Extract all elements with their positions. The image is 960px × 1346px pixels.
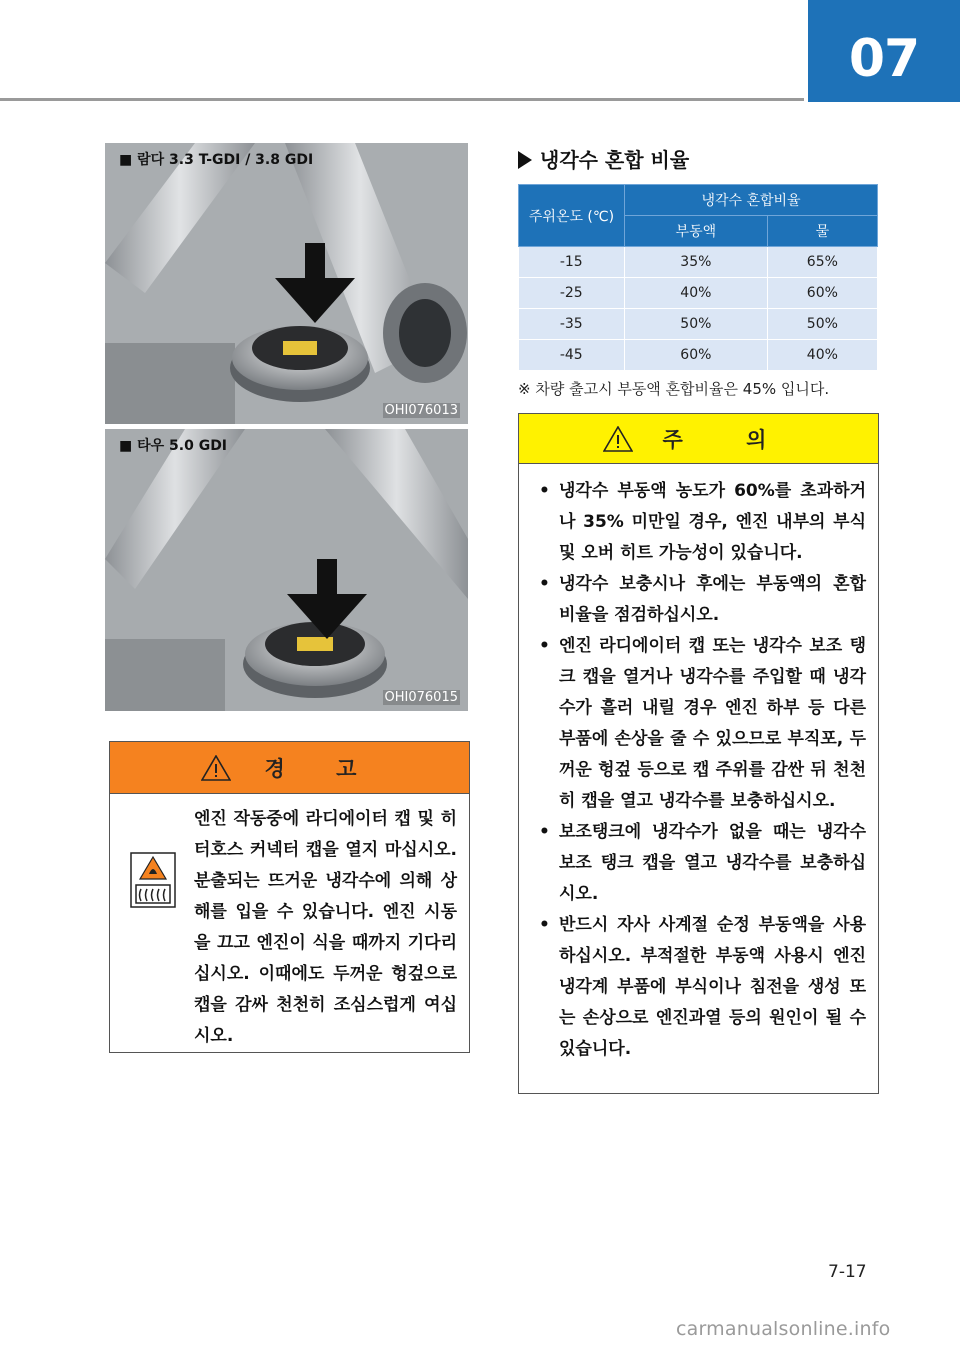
warning-header bbox=[110, 742, 469, 794]
warning-title: 경 고 bbox=[264, 756, 379, 781]
page-number: 7-17 bbox=[828, 1262, 867, 1282]
photo-caption: ■ 람다 3.3 T-GDI / 3.8 GDI bbox=[119, 152, 314, 168]
list-item: • 냉각수 보충시나 후에는 부동액의 혼합 비율을 점검하십시오. bbox=[539, 569, 866, 631]
table-header-antifreeze: 부동액 bbox=[625, 216, 768, 247]
table-header-water: 물 bbox=[767, 216, 877, 247]
table-row: -25 40% 60% bbox=[519, 278, 878, 309]
table-header-mix: 냉각수 혼합비율 bbox=[625, 185, 878, 216]
list-item: • 반드시 자사 사계절 순정 부동액을 사용하십시오. 부적절한 부동액 사용시 엔진 냉각계 부품에 부식이나 침전을 생성 또는 손상으로 엔진과열 등의 원인이 될 수 있습니다. bbox=[539, 910, 866, 1065]
radiator-cap-photo-lambda bbox=[105, 143, 468, 424]
caution-title: 주 의 bbox=[662, 427, 795, 452]
table-row: -15 35% 65% bbox=[519, 247, 878, 278]
chapter-tab: 07 bbox=[808, 0, 960, 102]
table-row: -45 60% 40% bbox=[519, 340, 878, 371]
hot-coolant-hazard-icon bbox=[130, 852, 176, 908]
coolant-mix-table bbox=[518, 184, 878, 371]
table-header-temp: 주위온도 (℃) bbox=[519, 185, 625, 247]
radiator-cap-photo-tau bbox=[105, 429, 468, 711]
caution-triangle-icon bbox=[603, 426, 633, 452]
list-item: • 보조탱크에 냉각수가 없을 때는 냉각수 보조 탱크 캡을 열고 냉각수를 보충하십시오. bbox=[539, 817, 866, 910]
engine-bay-illustration bbox=[105, 429, 468, 711]
factory-mix-note: ※ 차량 출고시 부동액 혼합비율은 45% 입니다. bbox=[518, 380, 830, 398]
table-row: -35 50% 50% bbox=[519, 309, 878, 340]
photo-code: OHI076015 bbox=[384, 690, 458, 705]
caution-header bbox=[519, 414, 878, 464]
engine-bay-illustration bbox=[105, 143, 468, 424]
watermark: carmanualsonline.info bbox=[676, 1318, 891, 1340]
caution-box bbox=[518, 413, 879, 1094]
list-item: • 냉각수 부동액 농도가 60%를 초과하거나 35% 미만일 경우, 엔진 내부의 부식 및 오버 히트 가능성이 있습니다. bbox=[539, 476, 866, 569]
warning-box bbox=[109, 741, 470, 1053]
warning-triangle-icon bbox=[201, 755, 231, 781]
section-title: 냉각수 혼합 비율 bbox=[518, 144, 689, 173]
list-item: • 엔진 라디에이터 캡 또는 냉각수 보조 탱크 캡을 열거나 냉각수를 주입할 때 냉각수가 흘러 내릴 경우 엔진 하부 등 다른 부품에 손상을 줄 수 있으므로 부직포, 두꺼운 헝겊 등으로 캡 주위를 감싼 뒤 천천히 캡을 열고 냉각수를 보충하십시오. bbox=[539, 631, 866, 817]
triangle-right-icon bbox=[518, 151, 532, 169]
photo-caption: ■ 타우 5.0 GDI bbox=[119, 438, 228, 454]
photo-code: OHI076013 bbox=[384, 403, 458, 418]
header-rule bbox=[0, 98, 804, 101]
warning-text: 엔진 작동중에 라디에이터 캡 및 히터호스 커넥터 캡을 열지 마십시오. 분출되는 뜨거운 냉각수에 의해 상해를 입을 수 있습니다. 엔진 시동을 끄고 엔진이 식을 때까지 기다리십시오. 이때에도 두꺼운 헝겊으로 캡을 감싸 천천히 조심스럽게 여십시오. bbox=[194, 809, 457, 1046]
caution-list bbox=[519, 464, 878, 1065]
